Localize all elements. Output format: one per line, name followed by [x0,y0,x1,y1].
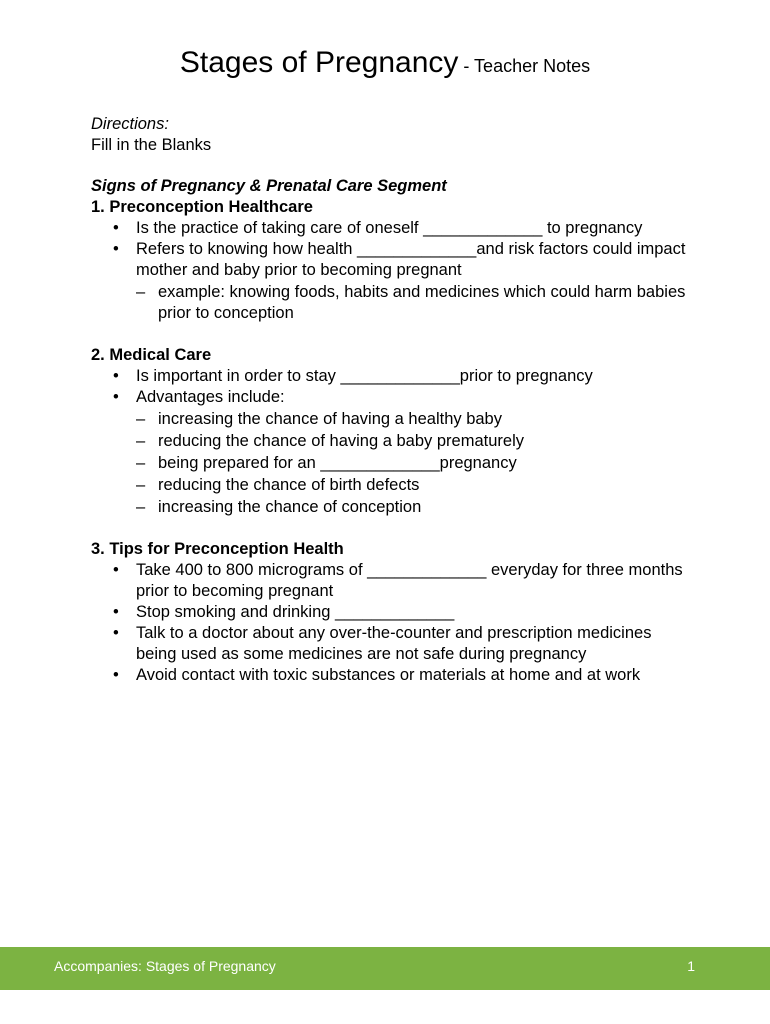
dash-mark: – [136,432,146,450]
sub-list-item-text: reducing the chance of having a baby prematurely [158,432,524,450]
list-item [91,560,691,602]
spacer [91,518,691,539]
bullet-mark: • [113,561,119,579]
sub-list-item-text: example: knowing foods, habits and medicines which could harm babies prior to conception [158,283,686,322]
sub-list-item-text: reducing the chance of birth defects [158,476,420,494]
document-body [91,114,691,686]
bullet-mark: • [113,240,119,258]
spacer [91,156,691,176]
sub-list-item [91,431,691,452]
title-subtitle: - Teacher Notes [458,56,591,76]
directions-text: Fill in the Blanks [91,136,212,154]
sub-list-item [91,475,691,496]
section-heading-preconception: 1. Preconception Healthcare [91,198,313,216]
page-footer [0,947,770,990]
sub-list-item-text: being prepared for an _____________pregnancy [158,454,517,472]
sub-list-item [91,409,691,430]
section-heading-medical-care: 2. Medical Care [91,346,212,364]
list-item-text: Take 400 to 800 micrograms of _____________ everyday for three months prior to becoming pregnant [136,561,683,600]
page-number: 1 [687,958,695,974]
section-heading-tips: 3. Tips for Preconception Health [91,540,344,558]
list-item [91,602,691,623]
list-item-text: Is important in order to stay _____________prior to pregnancy [136,367,593,385]
bullet-mark: • [113,388,119,406]
segment-title: Signs of Pregnancy & Prenatal Care Segment [91,177,447,195]
list-item [91,665,691,686]
bullet-mark: • [113,666,119,684]
bullet-mark: • [113,624,119,642]
list-item-text: Is the practice of taking care of oneself _____________ to pregnancy [136,219,643,237]
footer-text: Accompanies: Stages of Pregnancy [54,958,276,974]
page-title [0,46,770,80]
sub-list-item [91,453,691,474]
dash-mark: – [136,498,146,516]
dash-mark: – [136,454,146,472]
sub-list-item [91,282,691,324]
list-item-text: Refers to knowing how health _____________and risk factors could impact mother and baby prior to becoming pregnant [136,240,686,279]
dash-mark: – [136,283,146,301]
sub-list-item [91,497,691,518]
list-item-text: Avoid contact with toxic substances or materials at home and at work [136,666,641,684]
sub-list-item-text: increasing the chance of having a healthy baby [158,410,502,428]
sub-list-item-text: increasing the chance of conception [158,498,422,516]
list-item-text: Stop smoking and drinking _____________ [136,603,455,621]
bullet-mark: • [113,603,119,621]
list-item [91,623,691,665]
title-main: Stages of Pregnancy [179,46,459,79]
dash-mark: – [136,476,146,494]
bullet-mark: • [113,367,119,385]
list-item-text: Talk to a doctor about any over-the-counter and prescription medicines being used as some medicines are not safe during pregnancy [136,624,652,663]
spacer [91,324,691,345]
list-item [91,387,691,408]
list-item [91,366,691,387]
directions-label: Directions: [91,115,169,133]
list-item-text: Advantages include: [136,388,285,406]
list-item [91,239,691,281]
bullet-mark: • [113,219,119,237]
dash-mark: – [136,410,146,428]
list-item [91,218,691,239]
